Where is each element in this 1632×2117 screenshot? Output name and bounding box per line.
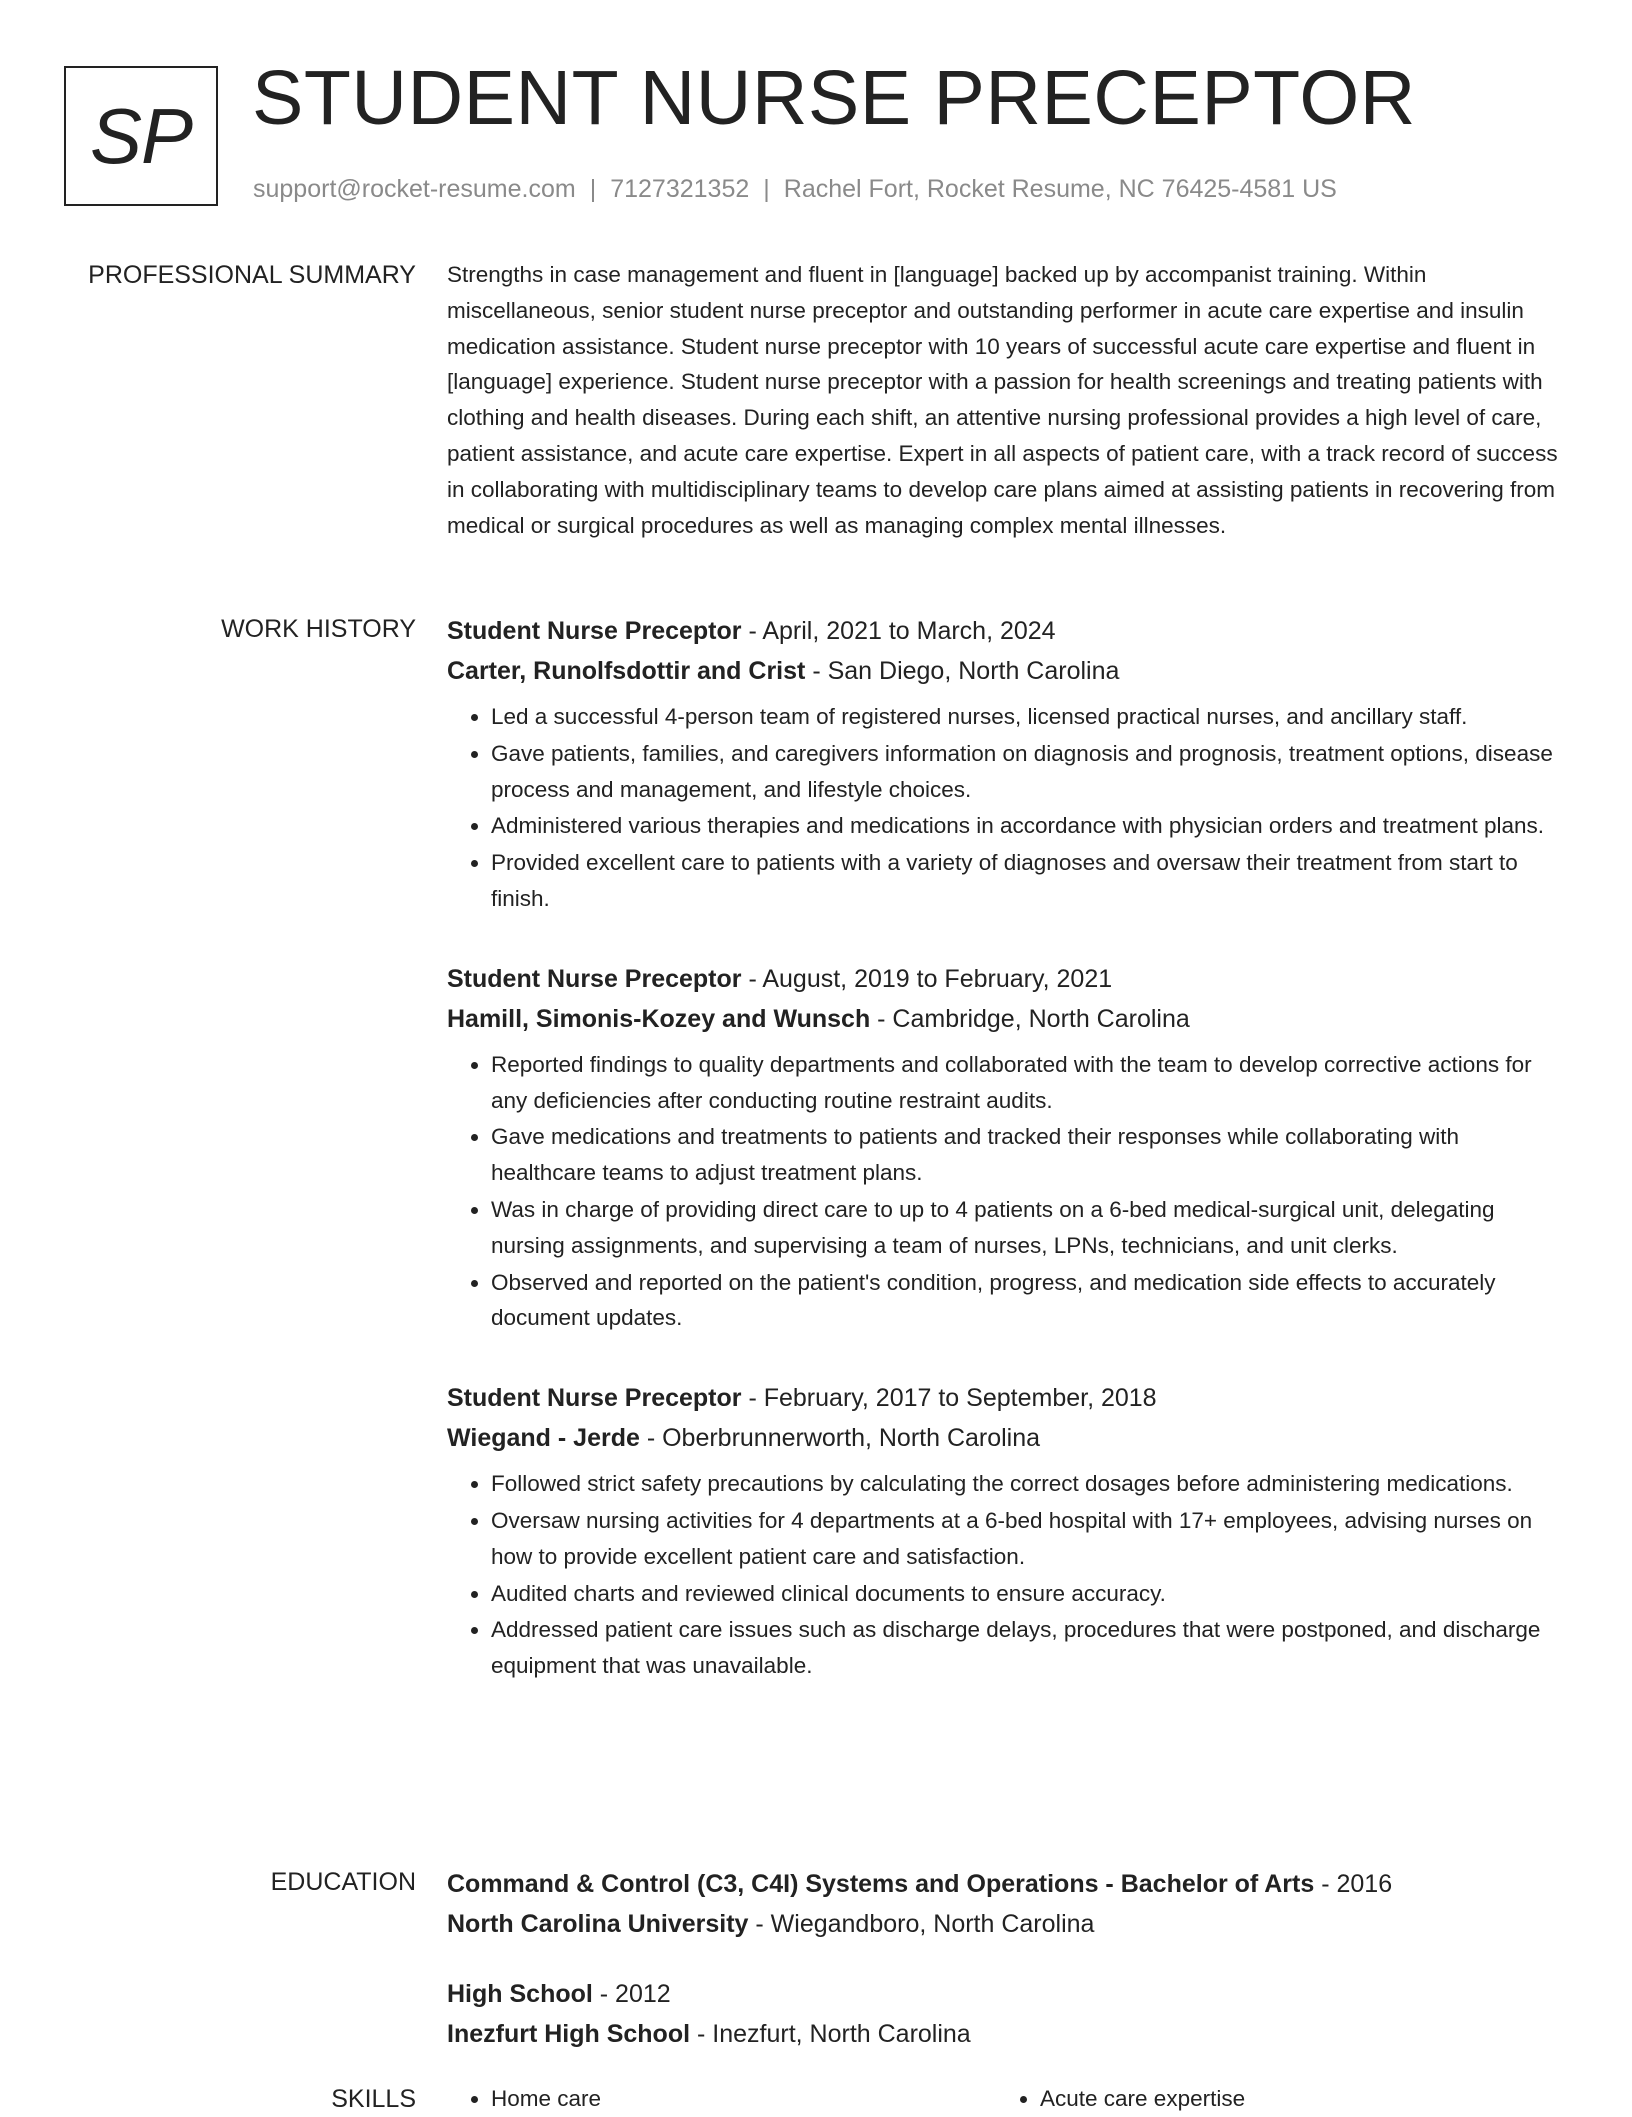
education-entry (447, 1974, 1567, 2054)
job-bullet: • Audited charts and reviewed clinical documents to ensure accuracy. (491, 1576, 1567, 1612)
school-line (447, 1904, 1567, 1944)
job-entry (447, 611, 1567, 917)
job-dates: - April, 2021 to March, 2024 (741, 617, 1056, 645)
job-bullet: • Addressed patient care issues such as discharge delays, procedures that were postponed, and discharge equipment that was unavailable. (491, 1612, 1567, 1684)
job-title-line (447, 1378, 1567, 1418)
job-bullets (447, 1466, 1567, 1684)
contact-phone[interactable]: 7127321352 (610, 175, 750, 203)
job-bullet: • Reported findings to quality departments and collaborated with the team to develop corrective actions for any deficiencies after conducting routine restraint audits. (491, 1047, 1567, 1119)
school: Inezfurt High School (447, 2020, 691, 2048)
section-label-education: EDUCATION (270, 1868, 416, 1896)
school: North Carolina University (447, 1910, 749, 1938)
degree-line (447, 1974, 1567, 2014)
contact-separator: | (763, 175, 770, 203)
section-label-work-history: WORK HISTORY (221, 615, 416, 643)
job-company: Wiegand - Jerde (447, 1424, 640, 1453)
job-bullet: • Led a successful 4-person team of registered nurses, licensed practical nurses, and ancillary staff. (491, 699, 1567, 735)
job-bullets (447, 699, 1567, 917)
school-location: - Wiegandboro, North Carolina (748, 1910, 1095, 1938)
degree-year: - 2016 (1314, 1870, 1393, 1898)
job-company: Hamill, Simonis-Kozey and Wunsch (447, 1004, 871, 1033)
contact-separator: | (589, 175, 597, 203)
job-dates: - February, 2017 to September, 2018 (741, 1384, 1157, 1413)
job-bullet: • Gave patients, families, and caregivers information on diagnosis and prognosis, treatment options, disease process and management, and lifestyle choices. (491, 736, 1567, 808)
job-title-line (447, 959, 1567, 999)
job-company-line (447, 999, 1567, 1039)
school-line (447, 2014, 1567, 2054)
contact-address: Rachel Fort, Rocket Resume, NC 76425-4581 US (783, 175, 1337, 203)
job-title: Student Nurse Preceptor (447, 1384, 742, 1413)
job-dates: - August, 2019 to February, 2021 (741, 964, 1113, 993)
resume-name: STUDENT NURSE PRECEPTOR (252, 55, 1416, 141)
job-entry (447, 959, 1567, 1336)
job-location: - Oberbrunnerworth, North Carolina (639, 1424, 1041, 1453)
job-bullet: • Oversaw nursing activities for 4 departments at a 6-bed hospital with 17+ employees, advising nurses on how to provide excellent patient care and satisfaction. (491, 1503, 1567, 1575)
contact-email[interactable]: support@rocket-resume.com (253, 175, 576, 203)
contact-line (253, 175, 1337, 204)
job-entry (447, 1378, 1567, 1684)
section-label-skills: SKILLS (331, 2085, 416, 2113)
job-company-line (447, 651, 1567, 691)
skills-list-right (996, 2081, 1545, 2116)
skills-list-left (447, 2081, 996, 2116)
job-bullet: • Followed strict safety precautions by calculating the correct dosages before administering medications. (491, 1466, 1567, 1502)
job-bullet: • Observed and reported on the patient's condition, progress, and medication side effects to accurately document updates. (491, 1265, 1567, 1337)
job-bullet: • Was in charge of providing direct care to up to 4 patients on a 6-bed medical-surgical unit, delegating nursing assignments, and supervising a team of nurses, LPNs, technicians, and unit clerks. (491, 1192, 1567, 1264)
skills-columns (447, 2081, 1567, 2116)
education-entry (447, 1864, 1567, 1944)
degree-line (447, 1864, 1567, 1904)
job-title: Student Nurse Preceptor (447, 964, 742, 993)
monogram (64, 66, 218, 206)
job-bullet: • Administered various therapies and medications in accordance with physician orders and treatment plans. (491, 808, 1567, 844)
job-bullet: • Provided excellent care to patients with a variety of diagnoses and oversaw their treatment from start to finish. (491, 845, 1567, 917)
job-location: - San Diego, North Carolina (805, 657, 1120, 685)
summary-text: Strengths in case management and fluent in [language] backed up by accompanist training. Within miscellaneous, senior student nurse preceptor and outstanding performer in acute care expertise and insulin medication assistance. Student nurse preceptor with 10 years of successful acute care expertise and fluent in [language] experience. Student nurse preceptor with a passion for health screenings and treating patients with clothing and health diseases. During each shift, an attentive nursing professional provides a high level of care, patient assistance, and acute care expertise. Expert in all aspects of patient care, with a track record of success in collaborating with multidisciplinary teams to develop care plans aimed at assisting patients in recovering from medical or surgical procedures as well as managing complex mental illnesses. (447, 262, 1558, 538)
degree-year: - 2012 (592, 1980, 671, 2008)
degree: High School (447, 1980, 593, 2008)
skill-item: • Acute care expertise (1040, 2081, 1545, 2116)
section-label-summary: PROFESSIONAL SUMMARY (88, 261, 416, 289)
degree: Command & Control (C3, C4I) Systems and Operations - Bachelor of Arts (447, 1870, 1315, 1898)
school-location: - Inezfurt, North Carolina (690, 2020, 971, 2048)
job-company-line (447, 1418, 1567, 1458)
job-title: Student Nurse Preceptor (447, 617, 742, 645)
skill-item: • Home care (491, 2081, 996, 2116)
monogram-initials: SP (89, 91, 193, 180)
job-bullet: • Gave medications and treatments to patients and tracked their responses while collaborating with healthcare teams to adjust treatment plans. (491, 1119, 1567, 1191)
job-bullets (447, 1047, 1567, 1336)
job-company: Carter, Runolfsdottir and Crist (447, 657, 806, 685)
job-title-line (447, 611, 1567, 651)
job-location: - Cambridge, North Carolina (870, 1004, 1190, 1033)
